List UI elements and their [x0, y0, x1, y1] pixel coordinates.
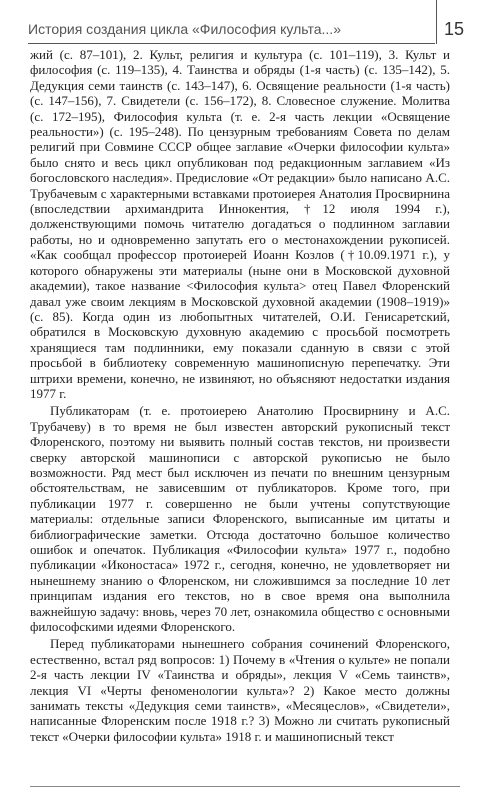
page-number: 15 — [444, 18, 465, 39]
header-divider — [436, 0, 437, 44]
footer-rule — [30, 786, 460, 787]
paragraph-3: Перед публикаторами нынешнего собрания сочинений Флоренского, естественно, встал ряд вопросов: 1) Почему в «Чтения о культе» не попали 2-я часть лекции IV «Таинства и обряды», лекция V «Семь таинств», лекция VI «Черты феноменологии культа»? 2) Какое место должны занимать тексты «Дедукция семи таинств», «Месяцеслов», «Свидетели», написанные Флоренским после 1918 г.? 3) Можно ли считать рукописный текст «Очерки философии культа» 1918 г. и машинописный текст — [30, 636, 450, 744]
body-text — [30, 47, 450, 744]
paragraph-2: Публикаторам (т. е. протоиерею Анатолию Просвирнину и А.С. Трубачеву) в то время не был известен авторский рукописный текст Флоренского, поэтому ни выявить полный состав текстов, ни произвести сверку авторской машинописи с авторской рукописью не было возможности. Ряд мест был исключен из печати по внешним цензурным обстоятельствам, не зависевшим от публикаторов. Кроме того, при публикации 1977 г. совершенно не были учтены сопутствующие материалы: отдельные записи Флоренского, выписанные им цитаты и библиографические заметки. Отсюда достаточно большое количество ошибок и опечаток. Публикация «Философии культа» 1977 г., подобно публикации «Иконостаса» 1972 г., сегодня, конечно, не удовлетворяет ни нынешнему знанию о Флоренском, ни сложившимся за последние 10 лет принципам издания его текстов, но в свое время она выполнила важнейшую задачу: вновь, через 70 лет, ознакомила общество с основными философскими идеями Флоренского. — [30, 403, 450, 635]
running-header: История создания цикла «Философия культа...» — [28, 14, 435, 44]
paragraph-1: жий (с. 87–101), 2. Культ, религия и культура (с. 101–119), 3. Культ и философия (с. 119–135), 4. Таинства и обряды (1-я часть) (с. 135–142), 5. Дедукция семи таинств (с. 143–147), 6. Освящение реальности (1-я часть) (с. 147–156), 7. Свидетели (с. 156–172), 8. Словесное служение. Молитва (с. 172–195), Философия культа (т. е. 2-я часть лекции «Освящение реальности») (с. 195–248). По цензурным требованиям Совета по делам религий при Совмине СССР общее заглавие «Очерки философии культа» было снято и весь цикл опубликован под редакционным заглавием «Из богословского наследия». Предисловие «От редакции» было написано А.С. Трубачевым с характерными вставками протоиерея Анатолия Просвирнина (впоследствии архимандрита Иннокентия, †12 июля 1994 г.), долженствующими помочь читателю догадаться о подлинном заглавии работы, но и одновременно запутать его о местонахождении рукописей. «Как сообщал профессор протоиерей Иоанн Козлов (†10.09.1971 г.), у которого обнаружены эти материалы (ныне они в Московской духовной академии), такое название <Философия культа> отец Павел Флоренский давал уже своим лекциям в Московской духовной академии (1908–1919)» (с. 85). Когда один из любопытных читателей, О.И. Генисаретский, обратился в Московскую духовную академию с просьбой посмотреть хранящиеся там подлинники, ему показали сданную в связи с этой просьбой в библиотеку современную машинописную перепечатку. Эти штрихи времени, конечно, не извиняют, но объясняют недостатки издания 1977 г. — [30, 47, 450, 401]
